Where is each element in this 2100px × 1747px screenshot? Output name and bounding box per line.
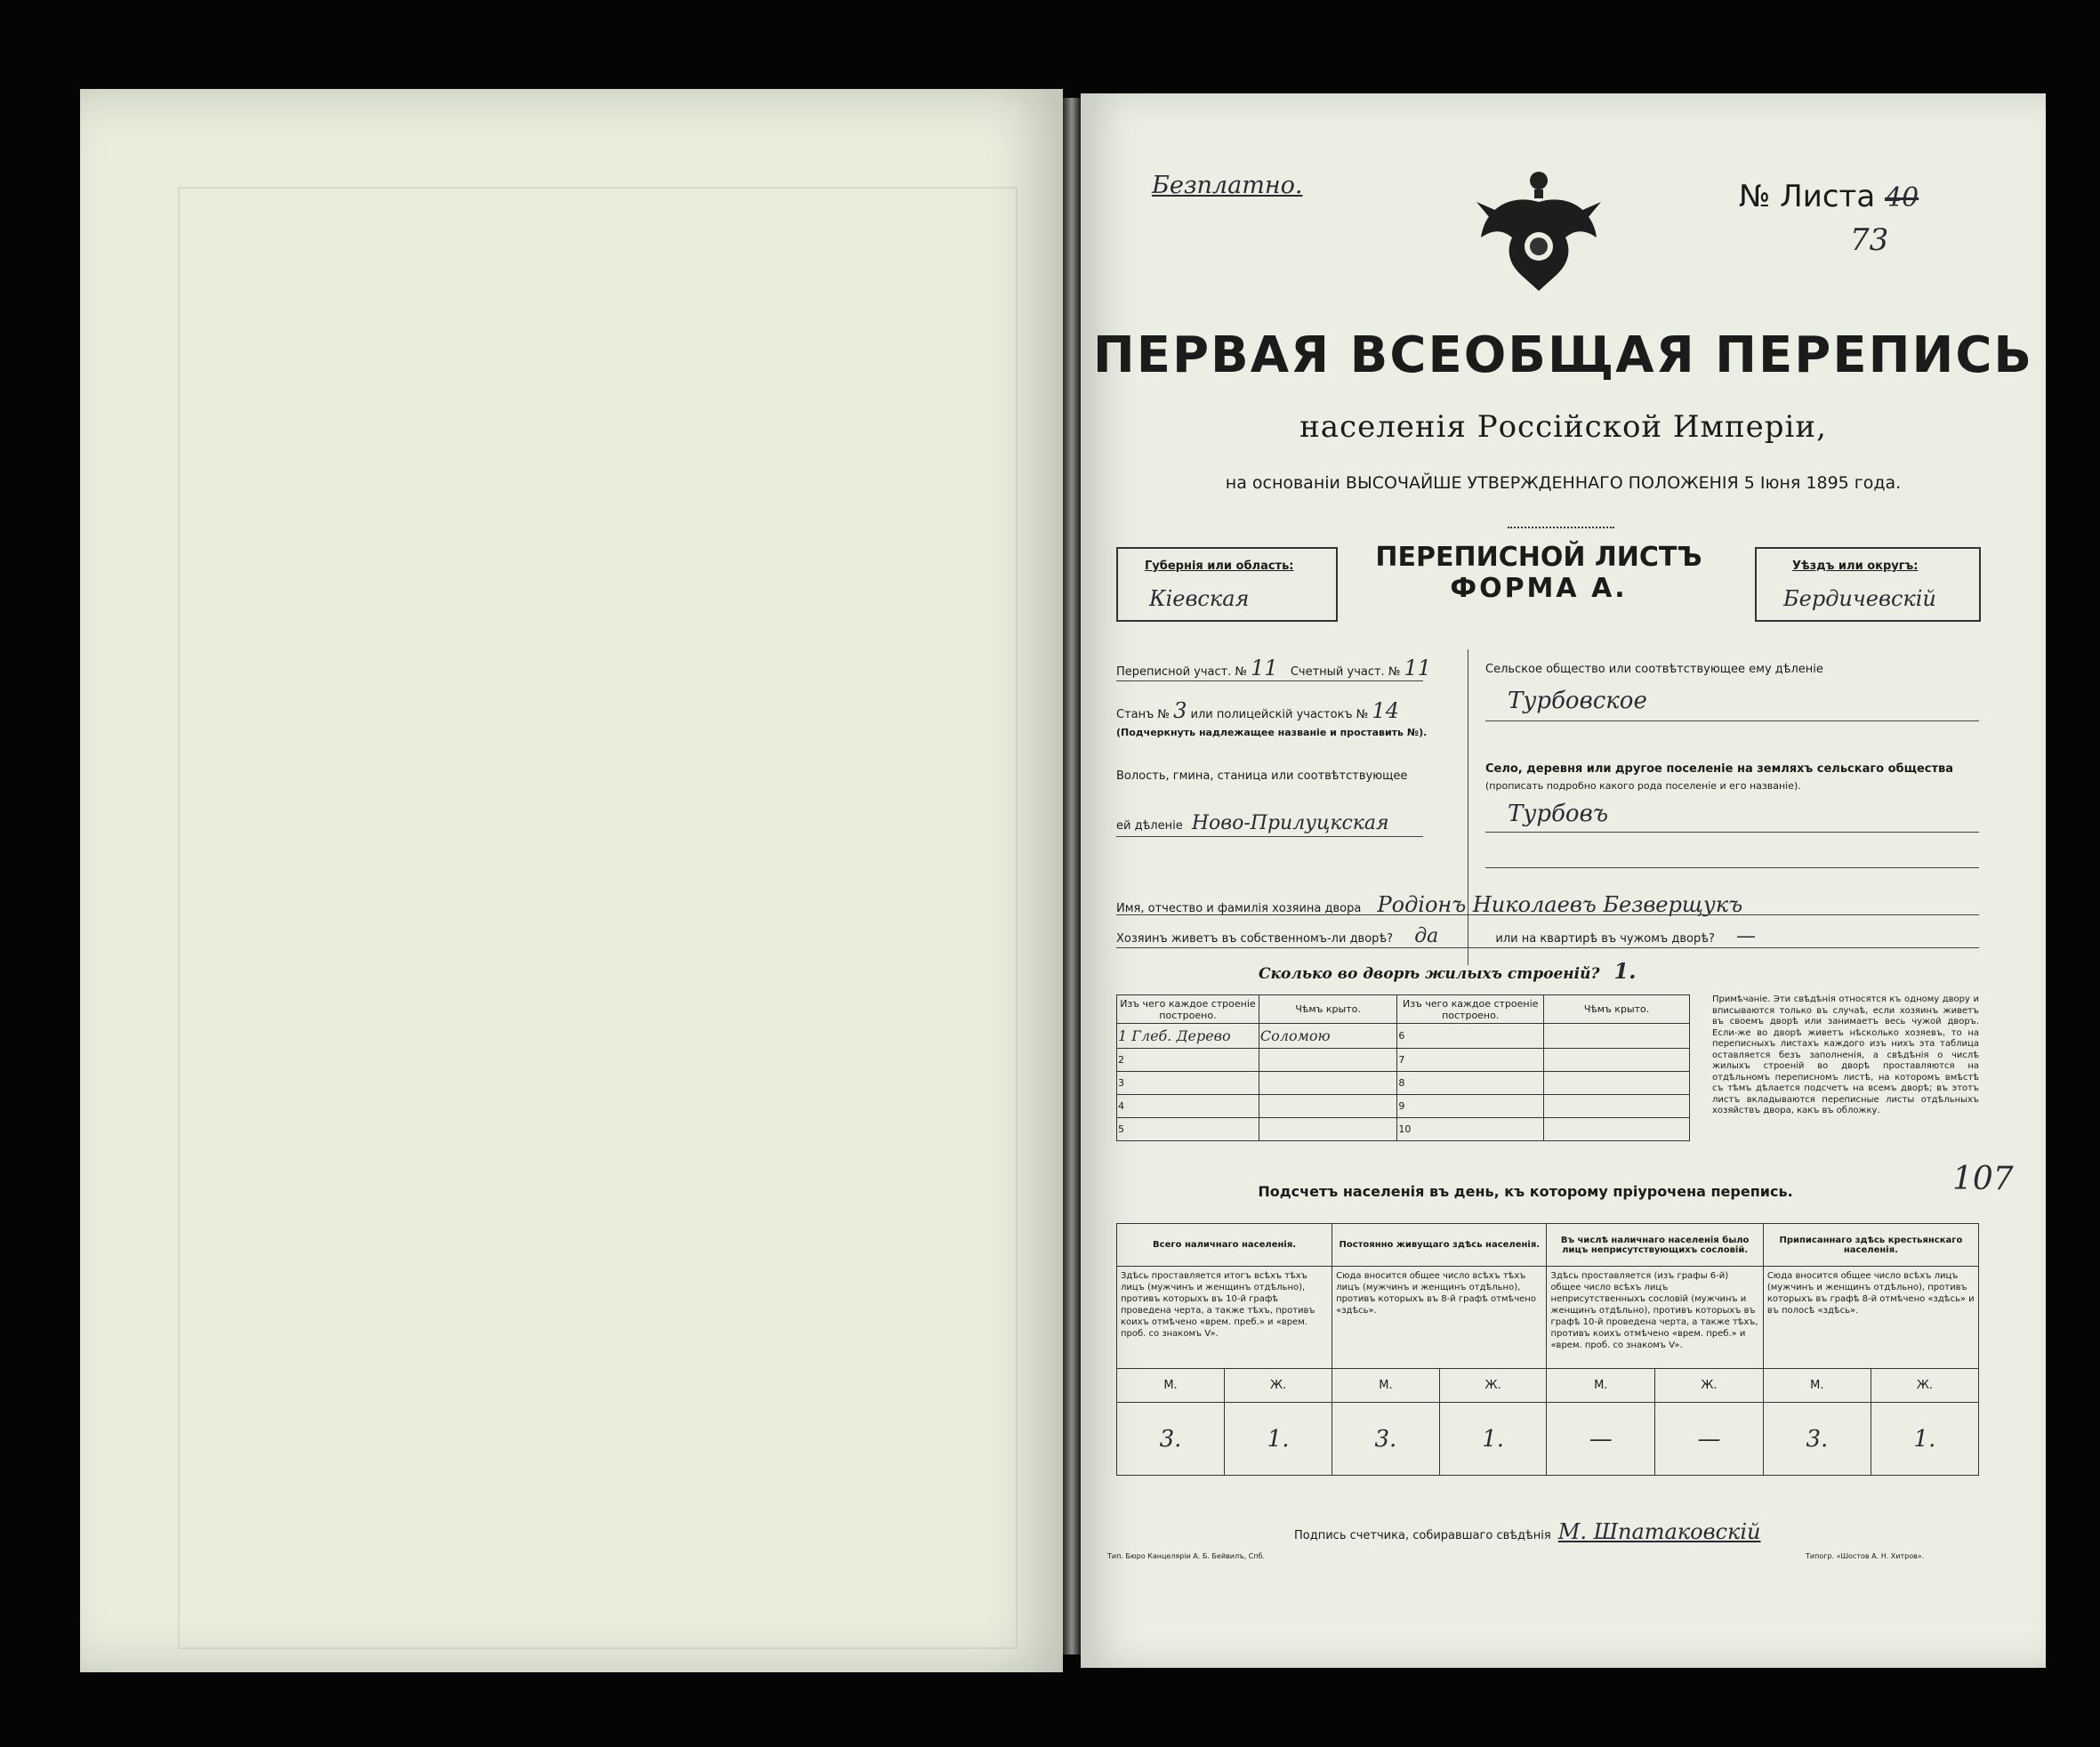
- census-district-row: Переписной участ. № 11 Счетный участ. № 11: [1116, 656, 1432, 680]
- owner-value: Родіонъ Николаевъ Безверщукъ: [1377, 892, 1743, 917]
- apartment-value: —: [1736, 925, 1756, 947]
- count-value: —: [1655, 1403, 1764, 1476]
- count-col-title: Всего наличнаго населенія.: [1117, 1224, 1332, 1267]
- counting-district-value: 11: [1404, 656, 1432, 680]
- count-value: 1.: [1439, 1403, 1547, 1476]
- signature-value: М. Шпатаковскій: [1557, 1519, 1761, 1544]
- signature-row: Подпись счетчика, собиравшаго свѣдѣнія М. Шпатаковскій: [1294, 1519, 1761, 1544]
- table-row: 5 10: [1117, 1118, 1690, 1141]
- rule: [1116, 680, 1423, 681]
- lives-value: да: [1414, 925, 1439, 947]
- population-count-table: [1116, 1223, 1979, 1476]
- imprint-right: Типогр. «Шостов А. Н. Хитров».: [1806, 1552, 1925, 1560]
- rule: [1485, 867, 1979, 868]
- table-row: 2 7: [1117, 1049, 1690, 1072]
- gubernia-value: Кіевская: [1149, 586, 1250, 611]
- count-value: —: [1547, 1403, 1655, 1476]
- village-note: (прописать подробно какого рода поселеніе и его названіе).: [1485, 780, 1801, 792]
- uezd-box: [1755, 547, 1981, 622]
- table-row: 3 8: [1117, 1072, 1690, 1095]
- ornament-divider: [1508, 527, 1614, 528]
- page-title: ПЕРВАЯ ВСЕОБЩАЯ ПЕРЕПИСЬ: [1092, 326, 2034, 384]
- census-district-value: 11: [1251, 656, 1278, 680]
- owner-row: Имя, отчество и фамилія хозяина двора Родіонъ Николаевъ Безверщукъ: [1116, 892, 1743, 917]
- count-col-desc: Сюда вносится общее число всѣхъ лицъ (мужчинъ и женщинъ отдѣльно), противъ которыхъ въ графѣ 8-й отмѣчено «здѣсь» и въ полосѣ «здѣсь».: [1763, 1267, 1978, 1369]
- count-total-handwritten: 107: [1952, 1161, 2014, 1197]
- volost-label: Волость, гмина, станица или соотвѣтствующее: [1116, 769, 1408, 783]
- lives-row: Хозяинъ живетъ въ собственномъ-ли дворѣ? да или на квартирѣ въ чужомъ дворѣ? —: [1116, 925, 1756, 947]
- col-header-roof: Чѣмъ крыто.: [1544, 995, 1690, 1024]
- count-col-title: Въ числѣ наличнаго населенія было лицъ неприсутствующихъ сословій.: [1547, 1224, 1763, 1267]
- sheet-number-label: № Листа 40: [1739, 179, 1919, 214]
- form-title: ПЕРЕПИСНОЙ ЛИСТЪ: [1375, 542, 1702, 573]
- free-label: Безплатно.: [1152, 172, 1303, 199]
- gubernia-box: [1116, 547, 1338, 622]
- gubernia-label: Губернія или область:: [1145, 560, 1294, 573]
- uezd-label: Уѣздъ или округъ:: [1792, 560, 1919, 573]
- village-label: Село, деревня или другое поселеніе на земляхъ сельскаго общества: [1485, 762, 1954, 776]
- buildings-value: 1.: [1613, 958, 1637, 984]
- form-title-block: [1334, 542, 1743, 604]
- census-form-page: [1081, 93, 2046, 1668]
- bleed-through-frame: [178, 187, 1018, 1649]
- count-col-desc: Сюда вносится общее число всѣхъ тѣхъ лицъ (мужчинъ и женщинъ отдѣльно), противъ которыхъ въ 8-й графѣ отмѣчено «здѣсь».: [1332, 1267, 1547, 1369]
- rule: [1485, 832, 1979, 833]
- stan-value: 3: [1173, 698, 1187, 723]
- volost-value: Ново-Прилуцкская: [1191, 812, 1389, 834]
- stan-row: Станъ № 3 или полицейскій участокъ № 14: [1116, 698, 1399, 723]
- roof-value: Соломою: [1259, 1024, 1397, 1049]
- table-row: 4 9: [1117, 1095, 1690, 1118]
- page-subtitle: населенія Россійской Имперіи,: [1299, 409, 1827, 445]
- rule: [1116, 836, 1423, 837]
- buildings-note: Примѣчаніе. Эти свѣдѣнія относятся къ одному двору и вписываются только въ случаѣ, если хозяинъ живетъ въ своемъ дворѣ или занимаетъ весь чужой дворъ. Если-же во дворѣ живетъ нѣсколько хозяевъ, то на переписныхъ листахъ каждого изъ нихъ эта таблица оставляется безъ заполненія, а свѣдѣнія о числѣ жилыхъ строеній во дворѣ проставляются на отдѣльномъ переписномъ листѣ, на которомъ вмѣстѣ съ тѣмъ дѣлается подсчетъ на всемъ дворѣ; въ этотъ листъ вкладываются переписные листы отдѣльныхъ хозяйствъ двора, какъ въ обложку.: [1712, 994, 1979, 1115]
- society-label: Сельское общество или соотвѣтствующее ему дѣленіе: [1485, 663, 1823, 676]
- count-col-desc: Здѣсь проставляется итогъ всѣхъ тѣхъ лицъ (мужчинъ и женщинъ отдѣльно), противъ которыхъ въ 10-й графѣ проведена черта, а также тѣхъ, противъ коихъ отмѣчено «врем. преб.» и «врем. проб. со знакомъ V».: [1117, 1267, 1332, 1369]
- form-name: ФОРМА А.: [1450, 573, 1628, 604]
- sex-header-row: М. Ж. М. Ж. М. Ж. М. Ж.: [1117, 1369, 1979, 1403]
- uezd-value: Бердичевскій: [1783, 586, 1936, 611]
- stan-note: (Подчеркнуть надлежащее названіе и проставить №).: [1116, 727, 1428, 738]
- count-value: 3.: [1117, 1403, 1225, 1476]
- col-header-roof: Чѣмъ крыто.: [1259, 995, 1397, 1024]
- buildings-row: Сколько во дворѣ жилыхъ строеній? 1.: [1259, 958, 1637, 984]
- volost-row: ей дѣленіе Ново-Прилуцкская: [1116, 812, 1389, 834]
- table-row: 1 Глеб. Дерево Соломою 6: [1117, 1024, 1690, 1049]
- count-value: 1.: [1225, 1403, 1332, 1476]
- rule: [1116, 914, 1979, 915]
- police-value: 14: [1372, 698, 1399, 723]
- count-col-desc: Здѣсь проставляется (изъ графы 6-й) общее число всѣхъ лицъ неприсутственныхъ сословій (мужчинъ и женщинъ отдѣльно), противъ которыхъ въ графѣ 10-й проведена черта, а также тѣхъ, противъ коихъ отмѣчено «врем. преб.» и «врем. проб. со знакомъ V».: [1547, 1267, 1763, 1369]
- village-value: Турбовъ: [1508, 801, 1609, 827]
- count-values-row: [1117, 1403, 1979, 1476]
- sheet-number-handwritten: 73: [1850, 222, 1889, 258]
- left-page: [80, 89, 1063, 1672]
- count-value: 3.: [1763, 1403, 1871, 1476]
- count-value: 3.: [1332, 1403, 1440, 1476]
- count-value: 1.: [1871, 1403, 1978, 1476]
- rule: [1116, 947, 1979, 948]
- imperial-eagle-emblem: [1472, 166, 1605, 300]
- col-header-material: Изъ чего каждое строеніе построено.: [1397, 995, 1544, 1024]
- society-value: Турбовское: [1508, 688, 1647, 714]
- count-col-title: Постоянно живущаго здѣсь населенія.: [1332, 1224, 1547, 1267]
- sheet-number-crossed: 40: [1884, 182, 1919, 213]
- count-col-title: Приписаннаго здѣсь крестьянскаго населенія.: [1763, 1224, 1978, 1267]
- material-value: Глеб. Дерево: [1131, 1027, 1231, 1044]
- count-heading: Подсчетъ населенія въ день, къ которому пріурочена перепись.: [1258, 1183, 1793, 1200]
- col-header-material: Изъ чего каждое строеніе построено.: [1117, 995, 1259, 1024]
- book-spine: [1063, 98, 1081, 1654]
- imprint-left: Тип. Бюро Канцелярiи А. Б. Бейвилъ, Спб.: [1107, 1552, 1266, 1560]
- buildings-table: [1116, 994, 1690, 1141]
- legal-basis: на основаніи ВЫСОЧАЙШЕ УТВЕРЖДЕННАГО ПОЛОЖЕНІЯ 5 Іюня 1895 года.: [1225, 473, 1902, 493]
- form-header-box: [1116, 542, 1979, 623]
